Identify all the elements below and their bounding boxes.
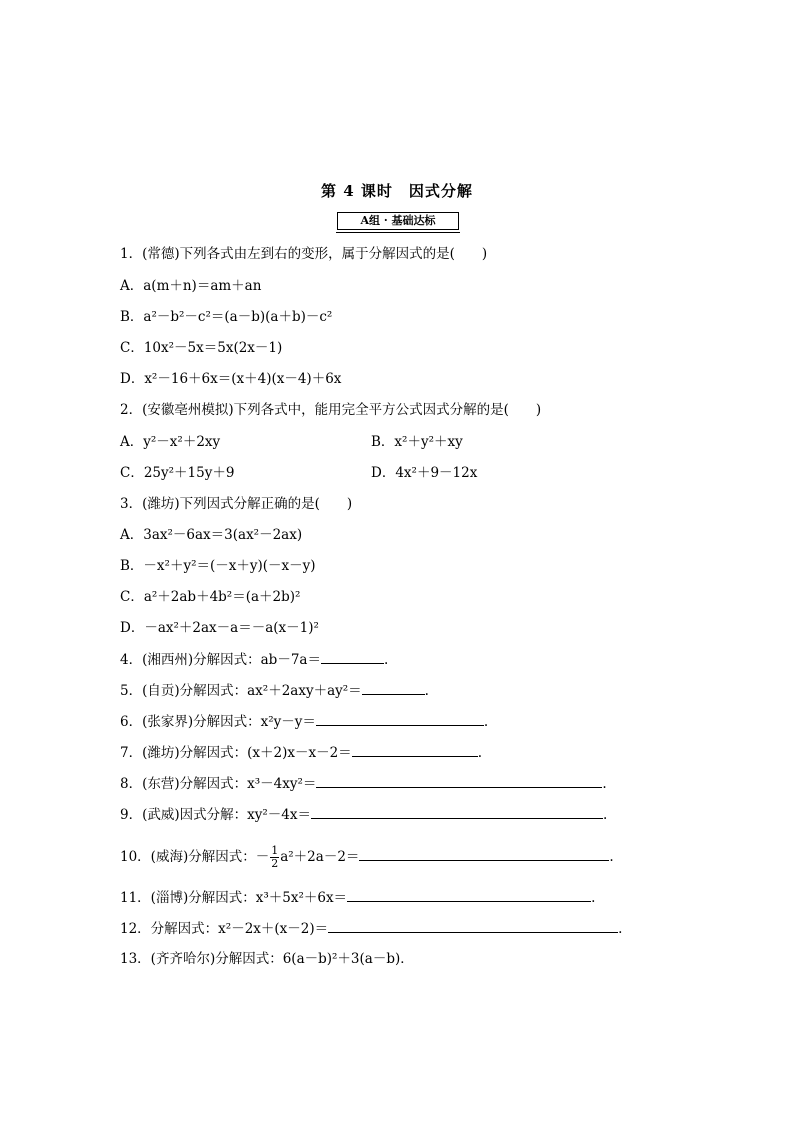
fraction-numerator: 1 <box>271 844 279 857</box>
question-13: 13．(齐齐哈尔)分解因式：6(a－b)²＋3(a－b)． <box>120 951 414 967</box>
question-10-text: 10．(威海)分解因式：－ <box>120 849 270 865</box>
answer-blank[interactable] <box>347 887 591 902</box>
answer-blank[interactable] <box>321 649 384 664</box>
question-4 <box>120 649 388 670</box>
question-1: 1．(常德)下列各式由左到右的变形，属于分解因式的是( ) <box>120 246 488 262</box>
question-7-text: 7．(潍坊)分解因式：(x＋2)x－x－2＝ <box>120 745 352 761</box>
period: . <box>383 652 389 668</box>
answer-blank[interactable] <box>352 742 478 757</box>
lesson-title: 第 4 课时 因式分解 <box>321 182 473 200</box>
question-10 <box>120 845 614 870</box>
question-6 <box>120 711 488 732</box>
period: . <box>602 776 607 792</box>
option-2b: B．x²＋y²＋xy <box>371 434 463 450</box>
question-5-text: 5．(自贡)分解因式：ax²＋2axy＋ay²＝ <box>120 683 362 699</box>
option-3b: B．－x²＋y²＝(－x＋y)(－x－y) <box>120 558 316 574</box>
question-12-text: 12．分解因式：x²－2x＋(x－2)＝ <box>120 921 329 937</box>
question-2: 2．(安徽亳州模拟)下列各式中，能用完全平方公式因式分解的是( ) <box>120 402 542 418</box>
answer-blank[interactable] <box>362 680 425 695</box>
question-8-text: 8．(东营)分解因式：x³－4xy²＝ <box>120 776 317 792</box>
period: . <box>591 890 596 906</box>
question-5 <box>120 680 429 701</box>
question-3: 3．(潍坊)下列因式分解正确的是( ) <box>120 496 353 512</box>
question-8 <box>120 773 607 794</box>
fraction-denominator: 2 <box>271 857 279 870</box>
option-2a: A．y²－x²＋2xy <box>120 434 221 450</box>
question-9-text: 9．(武威)因式分解：xy²－4x＝ <box>120 807 311 823</box>
period: . <box>609 849 614 865</box>
answer-blank[interactable] <box>359 846 609 861</box>
question-12 <box>120 918 622 939</box>
answer-blank[interactable] <box>328 918 618 933</box>
question-10-expression: a²＋2a－2＝ <box>280 849 360 865</box>
period: . <box>483 714 489 730</box>
period: . <box>618 921 623 937</box>
option-1a: A．a(m＋n)＝am＋an <box>120 278 262 294</box>
answer-blank[interactable] <box>316 773 602 788</box>
question-7 <box>120 742 482 763</box>
option-2d: D．4x²＋9－12x <box>371 465 478 481</box>
period: . <box>602 807 608 823</box>
answer-blank[interactable] <box>316 711 484 726</box>
period: . <box>477 745 482 761</box>
option-1c: C．10x²－5x＝5x(2x－1) <box>120 340 283 356</box>
option-3d: D．－ax²＋2ax－a＝－a(x－1)² <box>120 620 319 636</box>
question-6-text: 6．(张家界)分解因式：x²y－y＝ <box>120 714 316 730</box>
section-label: A组 · 基础达标 <box>337 212 459 230</box>
question-4-text: 4．(湘西州)分解因式：ab－7a＝ <box>120 652 321 668</box>
option-2c: C．25y²＋15y＋9 <box>120 465 235 481</box>
option-3c: C．a²＋2ab＋4b²＝(a＋2b)² <box>120 589 301 605</box>
option-1d: D．x²－16＋6x＝(x＋4)(x－4)＋6x <box>120 371 342 387</box>
period: . <box>424 683 429 699</box>
option-1b: B．a²－b²－c²＝(a－b)(a＋b)－c² <box>120 309 333 325</box>
question-9 <box>120 804 607 825</box>
question-11-text: 11．(淄博)分解因式：x³＋5x²＋6x＝ <box>120 890 348 906</box>
answer-blank[interactable] <box>311 804 603 819</box>
fraction <box>270 845 279 870</box>
option-3a: A．3ax²－6ax＝3(ax²－2ax) <box>120 527 303 543</box>
question-11 <box>120 887 595 908</box>
